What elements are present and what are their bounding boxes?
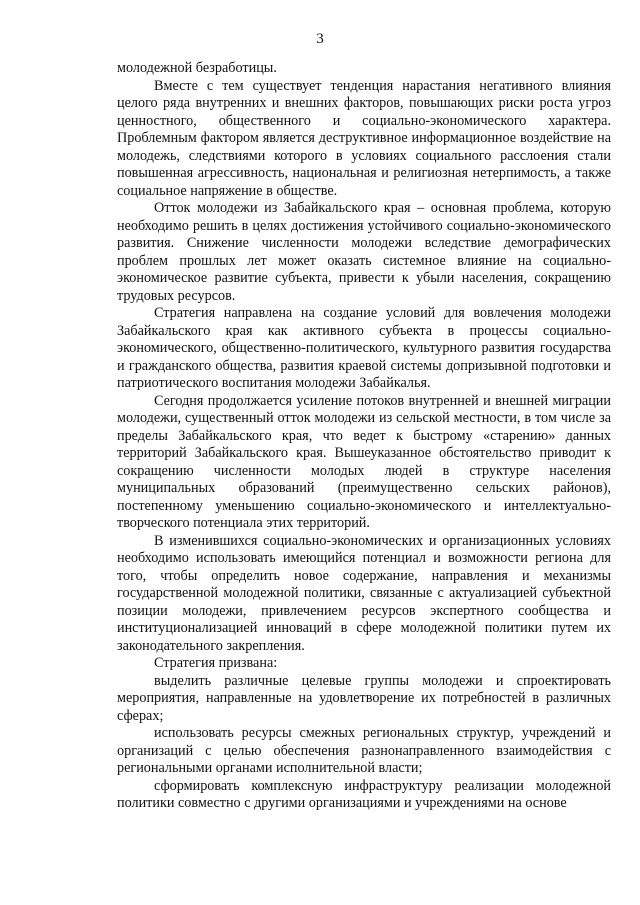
paragraph: Стратегия направлена на создание условий для вовлечения молодежи Забайкальского края как активного субъекта в процессы социально-экономического, общественно-политического, культурного развития государства и гражданского общества, развития краевой системы допризывной подготовки и патриотического воспитания молодежи Забайкалья.	[117, 305, 611, 391]
list-item: использовать ресурсы смежных региональных структур, учреждений и организаций с целью обеспечения разнонаправленного взаимодействия с региональными органами исполнительной власти;	[117, 725, 611, 776]
paragraph: Сегодня продолжается усиление потоков внутренней и внешней миграции молодежи, существенный отток молодежи из сельской местности, в том числе за пределы Забайкальского края, что ведет к быстрому «старению» данных территорий Забайкальского края. Вышеуказанное обстоятельство приводит к сокращению численности молодых людей в структуре населения муниципальных образований (преимущественно сельских районов), постепенному уменьшению социально-экономического и интеллектуально-творческого потенциала этих территорий.	[117, 392, 611, 531]
list-item: сформировать комплексную инфраструктуру реализации молодежной политики совместно с другими организациями и учреждениями на основе	[117, 777, 611, 811]
page-number: 3	[316, 31, 324, 47]
body-text	[117, 60, 611, 813]
paragraph-continuation: молодежной безработицы.	[117, 60, 277, 76]
paragraph: Отток молодежи из Забайкальского края – основная проблема, которую необходимо решить в целях достижения устойчивого социально-экономического развития. Снижение численности молодежи вследствие демографических проблем прошлых лет может оказать системное влияние на социально-экономическое развитие субъекта, привести к убыли населения, сокращению трудовых ресурсов.	[117, 200, 611, 304]
paragraph: Вместе с тем существует тенденция нарастания негативного влияния целого ряда внутренних и внешних факторов, повышающих риски роста угроз ценностного, общественного и социально-экономического характера. Проблемным фактором является деструктивное информационное воздействие на молодежь, следствиями которого в условиях социального расслоения стали повышенная агрессивность, национальная и религиозная нетерпимость, а также социальное напряжение в обществе.	[117, 77, 611, 199]
paragraph: Стратегия призвана:	[154, 655, 278, 671]
paragraph: В изменившихся социально-экономических и организационных условиях необходимо использовать имеющийся потенциал и возможности региона для того, чтобы определить новое содержание, направления и механизмы государственной молодежной политики, связанные с актуализацией субъектной позиции молодежи, привлечением ресурсов экспертного сообщества и институционализацией инноваций в сфере молодежной политики путем их законодательного закрепления.	[117, 532, 611, 654]
list-item: выделить различные целевые группы молодежи и спроектировать мероприятия, направленные на удовлетворение их потребностей в различных сферах;	[117, 672, 611, 724]
